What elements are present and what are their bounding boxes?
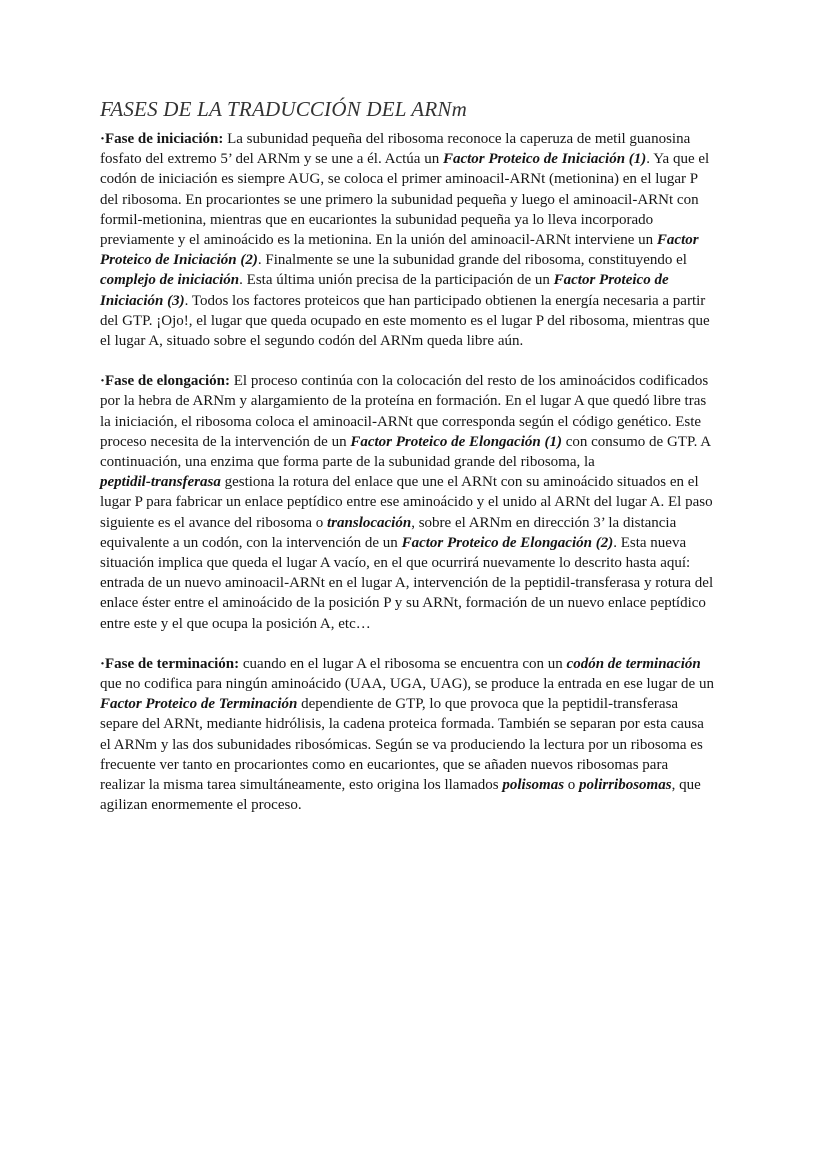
phase-initiation-paragraph xyxy=(100,129,730,351)
phase-termination-paragraph xyxy=(100,654,730,816)
text-line xyxy=(100,270,730,290)
text-run: proceso necesita de la intervención de un xyxy=(100,433,351,450)
text-line xyxy=(100,775,730,795)
text-line xyxy=(100,331,730,351)
text-line xyxy=(100,755,730,775)
text-line xyxy=(100,593,730,613)
text-run: enlace éster entre el aminoácido de la posición P y su ARNt, formación de un nuevo enlace peptídico xyxy=(100,595,706,612)
text-line xyxy=(100,614,730,634)
text-run: continuación, una enzima que forma parte de la subunidad grande del ribosoma, la xyxy=(100,454,595,471)
text-line xyxy=(100,694,730,714)
text-run: entrada de un nuevo aminoacil-ARNt en el lugar A, intervención de la peptidil-transferasa y rotura del xyxy=(100,575,714,592)
phase-heading: ·Fase de elongación: xyxy=(100,373,230,390)
text-run: frecuente ver tanto en procariontes como en eucariontes, que se añaden nuevos ribosomas para xyxy=(100,756,669,773)
text-run: con consumo de GTP. A xyxy=(561,433,712,450)
text-run: . Esta última unión precisa de la participación de un xyxy=(239,272,554,289)
key-term: polirribosomas xyxy=(579,777,672,794)
text-run: separe del ARNt, mediante hidrólisis, la cadena proteica formada. También se separan por esta causa xyxy=(100,716,704,733)
text-run: entre este y el que ocupa la posición A, etc… xyxy=(100,615,371,632)
text-line xyxy=(100,210,730,230)
text-line xyxy=(100,149,730,169)
key-term: Factor Proteico de Elongación (2) xyxy=(401,534,614,551)
text-run: situación implica que queda el lugar A vacío, en el que ocurrirá nuevamente lo descrito hasta aquí: xyxy=(100,555,691,572)
text-line xyxy=(100,674,730,694)
text-line xyxy=(100,553,730,573)
text-run: equivalente a un codón, con la intervención de un xyxy=(100,534,402,551)
key-term: peptidil-transferasa xyxy=(100,474,221,491)
text-run: la iniciación, el ribosoma coloca el aminoacil-ARNt que corresponda según el código genético. Este xyxy=(100,413,702,430)
text-run: codón de iniciación es siempre AUG, se coloca el primer aminoacil-ARNt (metionina) en el lugar P xyxy=(100,171,699,188)
page-title: FASES DE LA TRADUCCIÓN DEL ARNm xyxy=(100,97,467,121)
text-run: El proceso continúa con la colocación del resto de los aminoácidos codificados xyxy=(230,373,709,390)
text-run: , que xyxy=(671,777,701,794)
text-line xyxy=(100,432,730,452)
text-line xyxy=(100,573,730,593)
key-term: Factor Proteico de Elongación (1) xyxy=(350,433,562,450)
key-term: Factor Proteico de Iniciación (1) xyxy=(442,151,647,168)
text-line xyxy=(100,412,730,432)
text-line xyxy=(100,190,730,210)
text-run: . Esta nueva xyxy=(613,534,687,551)
text-run: del GTP. ¡Ojo!, el lugar que queda ocupado en este momento es el lugar P del ribosoma, mientras que xyxy=(100,312,710,329)
text-run: formil-metionina, mientras que en eucariontes la subunidad pequeña ya lo lleva incorporado xyxy=(100,211,654,228)
text-line xyxy=(100,169,730,189)
text-line xyxy=(100,311,730,331)
text-run: previamente y el aminoácido es la metionina. En la unión del aminoacil-ARNt interviene un xyxy=(100,232,657,249)
text-run: gestiona la rotura del enlace que une el ARNt con su aminoácido situados en el xyxy=(220,474,699,491)
document-body xyxy=(100,129,730,836)
key-term: Iniciación (3) xyxy=(100,292,185,309)
text-line xyxy=(100,795,730,815)
text-line xyxy=(100,371,730,391)
key-term: Proteico de Iniciación (2) xyxy=(100,252,258,269)
text-run: . Finalmente se une la subunidad grande del ribosoma, constituyendo el xyxy=(257,252,687,269)
text-run: La subunidad pequeña del ribosoma reconoce la caperuza de metil guanosina xyxy=(223,131,691,147)
key-term: complejo de iniciación xyxy=(100,272,240,289)
text-line xyxy=(100,513,730,533)
text-run: . Todos los factores proteicos que han participado obtienen la energía necesaria a partir xyxy=(184,292,706,309)
text-run: , sobre el ARNm en dirección 3’ la distancia xyxy=(411,514,677,531)
text-run: cuando en el lugar A el ribosoma se encuentra con un xyxy=(239,655,567,672)
phase-heading: ·Fase de iniciación: xyxy=(100,131,224,147)
text-line xyxy=(100,250,730,270)
phase-elongation-paragraph xyxy=(100,371,730,634)
text-run: por la hebra de ARNm y alargamiento de la proteína en formación. En el lugar A que quedó libre tras xyxy=(100,393,707,410)
text-run: o xyxy=(564,777,580,794)
text-run: . Ya que el xyxy=(646,151,710,168)
text-run: el ARNm y las dos subunidades ribosómicas. Según se va produciendo la lectura por un ribosoma es xyxy=(100,736,703,753)
key-term: Factor Proteico de Terminación xyxy=(100,696,298,713)
text-line xyxy=(100,391,730,411)
key-term: Factor Proteico de xyxy=(553,272,669,289)
phase-heading: ·Fase de terminación: xyxy=(100,655,240,672)
key-term: codón de terminación xyxy=(566,655,701,672)
text-line xyxy=(100,291,730,311)
text-run: agilizan enormemente el proceso. xyxy=(100,797,302,814)
key-term: polisomas xyxy=(502,777,565,794)
text-line xyxy=(100,654,730,674)
text-line xyxy=(100,533,730,553)
text-run: el lugar A, situado sobre el segundo codón del ARNm queda libre aún. xyxy=(100,333,524,350)
text-run: del ribosoma. En procariontes se une primero la subunidad pequeña y luego el aminoacil-ARNt con xyxy=(100,191,699,208)
text-line xyxy=(100,129,730,149)
text-run: dependiente de GTP, lo que provoca que la peptidil-transferasa xyxy=(297,696,679,713)
text-line xyxy=(100,472,730,492)
key-term: translocación xyxy=(327,514,412,531)
text-run: que no codifica para ningún aminoácido (UAA, UGA, UAG), se produce la entrada en ese lugar de un xyxy=(100,676,714,693)
text-line xyxy=(100,492,730,512)
text-line xyxy=(100,452,730,472)
text-line xyxy=(100,714,730,734)
text-line xyxy=(100,735,730,755)
text-run: realizar la misma tarea simultáneamente, esto origina los llamados xyxy=(100,777,503,794)
text-run: fosfato del extremo 5’ del ARNm y se une a él. Actúa un xyxy=(100,151,443,168)
text-run: siguiente es el avance del ribosoma o xyxy=(100,514,328,531)
text-line xyxy=(100,230,730,250)
text-run: lugar P para fabricar un enlace peptídico entre ese aminoácido y el unido al ARNt del lugar A. El paso xyxy=(100,494,713,511)
key-term: Factor xyxy=(656,232,699,249)
